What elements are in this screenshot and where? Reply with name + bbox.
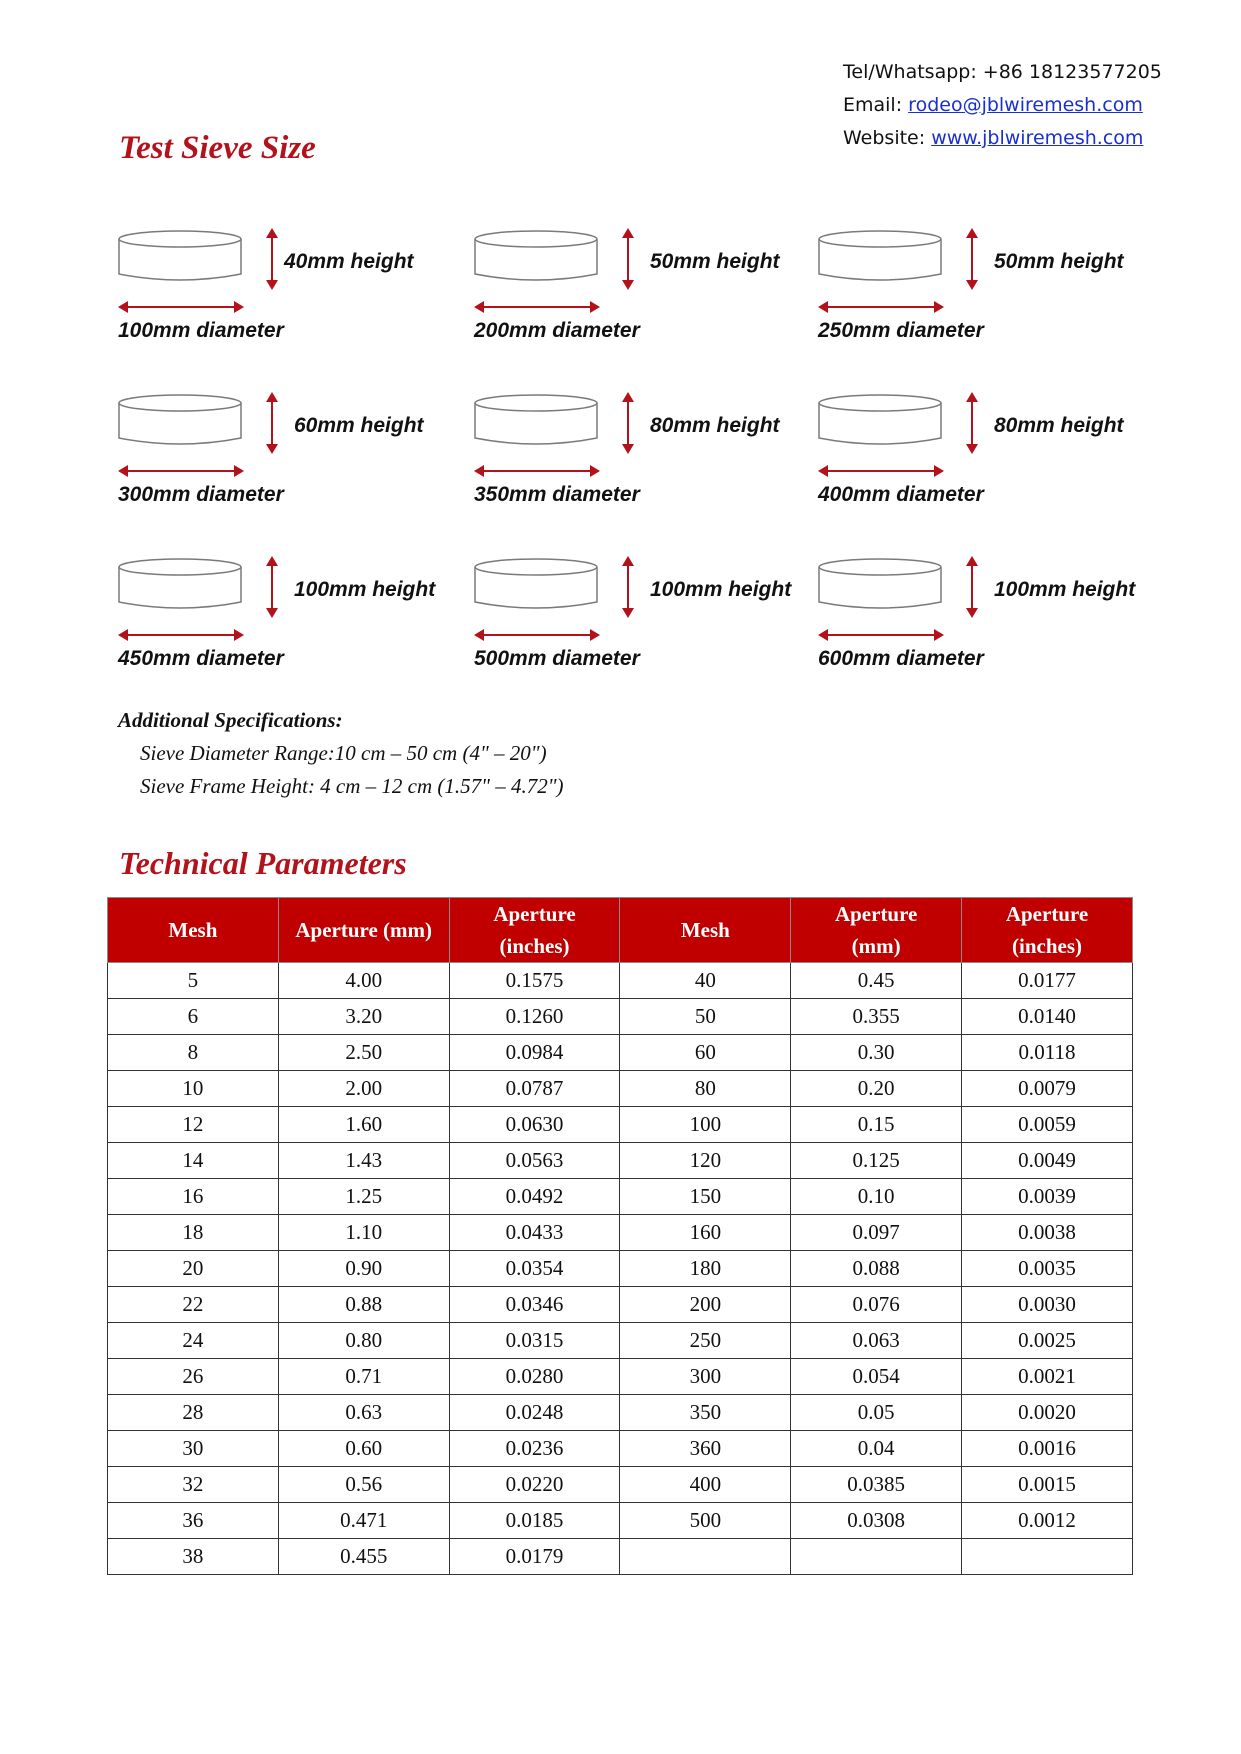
table-cell: 2.50 bbox=[278, 1035, 449, 1071]
height-arrow-icon bbox=[622, 228, 634, 290]
table-cell: 200 bbox=[620, 1287, 791, 1323]
technical-parameters-table bbox=[107, 897, 1133, 1575]
table-cell: 0.054 bbox=[791, 1359, 962, 1395]
email-line bbox=[843, 89, 1162, 122]
table-cell: 16 bbox=[108, 1179, 279, 1215]
table-row bbox=[108, 1179, 1133, 1215]
table-cell: 60 bbox=[620, 1035, 791, 1071]
table-cell: 0.0308 bbox=[791, 1503, 962, 1539]
table-header-cell bbox=[108, 898, 279, 963]
sieve-diameter-label: 600mm diameter bbox=[818, 647, 984, 670]
table-cell: 400 bbox=[620, 1467, 791, 1503]
table-header-cell bbox=[791, 898, 962, 963]
table-cell: 500 bbox=[620, 1503, 791, 1539]
table-row bbox=[108, 1287, 1133, 1323]
height-arrow-icon bbox=[966, 228, 978, 290]
table-cell: 0.60 bbox=[278, 1431, 449, 1467]
diameter-arrow-icon bbox=[818, 465, 944, 477]
sieve-item bbox=[474, 228, 814, 348]
cylinder-icon bbox=[819, 559, 941, 608]
cylinder-icon bbox=[819, 395, 941, 444]
table-cell: 0.125 bbox=[791, 1143, 962, 1179]
table-cell: 0.0236 bbox=[449, 1431, 620, 1467]
table-cell: 0.15 bbox=[791, 1107, 962, 1143]
sieve-drawing bbox=[118, 556, 288, 646]
table-cell: 350 bbox=[620, 1395, 791, 1431]
table-cell: 50 bbox=[620, 999, 791, 1035]
table-row bbox=[108, 1035, 1133, 1071]
table-cell: 2.00 bbox=[278, 1071, 449, 1107]
tel-line bbox=[843, 56, 1162, 89]
table-cell: 0.80 bbox=[278, 1323, 449, 1359]
table-cell: 1.60 bbox=[278, 1107, 449, 1143]
diameter-arrow-icon bbox=[474, 301, 600, 313]
cylinder-icon bbox=[119, 559, 241, 608]
table-cell: 0.0787 bbox=[449, 1071, 620, 1107]
diameter-arrow-icon bbox=[818, 629, 944, 641]
table-cell: 0.0433 bbox=[449, 1215, 620, 1251]
header-text: Aperture bbox=[834, 902, 918, 926]
section-title-test-sieve-size: Test Sieve Size bbox=[119, 130, 316, 166]
table-cell: 0.45 bbox=[791, 963, 962, 999]
table-cell bbox=[620, 1539, 791, 1575]
table-cell: 0.0038 bbox=[962, 1215, 1133, 1251]
table-cell: 20 bbox=[108, 1251, 279, 1287]
sieve-drawing bbox=[474, 392, 644, 482]
sieve-height-label: 80mm height bbox=[650, 414, 780, 437]
table-cell: 0.0079 bbox=[962, 1071, 1133, 1107]
height-arrow-icon bbox=[966, 392, 978, 454]
diameter-arrow-icon bbox=[474, 465, 600, 477]
diameter-arrow-icon bbox=[818, 301, 944, 313]
table-cell: 4.00 bbox=[278, 963, 449, 999]
table-row bbox=[108, 1359, 1133, 1395]
table-cell: 250 bbox=[620, 1323, 791, 1359]
sieve-drawing bbox=[474, 228, 644, 318]
sieve-drawing bbox=[818, 392, 988, 482]
table-cell: 0.0248 bbox=[449, 1395, 620, 1431]
table-cell: 0.10 bbox=[791, 1179, 962, 1215]
email-link[interactable]: rodeo@jblwiremesh.com bbox=[908, 94, 1143, 116]
table-cell: 18 bbox=[108, 1215, 279, 1251]
header-text: (mm) bbox=[851, 934, 901, 958]
cylinder-icon bbox=[119, 395, 241, 444]
table-row bbox=[108, 1323, 1133, 1359]
sieve-diameter-label: 300mm diameter bbox=[118, 483, 284, 506]
cylinder-icon bbox=[475, 395, 597, 444]
table-cell bbox=[962, 1539, 1133, 1575]
table-cell: 1.10 bbox=[278, 1215, 449, 1251]
sieve-diameter-label: 250mm diameter bbox=[818, 319, 984, 342]
table-row bbox=[108, 1467, 1133, 1503]
table-cell: 22 bbox=[108, 1287, 279, 1323]
sieve-item bbox=[118, 228, 458, 348]
table-cell: 120 bbox=[620, 1143, 791, 1179]
table-cell: 14 bbox=[108, 1143, 279, 1179]
header-text: (inches) bbox=[499, 934, 570, 958]
table-cell: 0.05 bbox=[791, 1395, 962, 1431]
table-cell: 36 bbox=[108, 1503, 279, 1539]
table-cell: 0.0630 bbox=[449, 1107, 620, 1143]
header-text: Mesh bbox=[168, 918, 218, 942]
sieve-height-label: 40mm height bbox=[284, 250, 414, 273]
height-arrow-icon bbox=[266, 228, 278, 290]
sieve-diameter-label: 400mm diameter bbox=[818, 483, 984, 506]
table-cell: 0.0984 bbox=[449, 1035, 620, 1071]
height-arrow-icon bbox=[622, 556, 634, 618]
table-row bbox=[108, 1215, 1133, 1251]
table-cell: 0.471 bbox=[278, 1503, 449, 1539]
table-header-cell bbox=[962, 898, 1133, 963]
table-cell: 0.30 bbox=[791, 1035, 962, 1071]
sieve-diameter-label: 450mm diameter bbox=[118, 647, 284, 670]
table-cell: 0.0563 bbox=[449, 1143, 620, 1179]
table-cell: 0.0059 bbox=[962, 1107, 1133, 1143]
table-cell: 180 bbox=[620, 1251, 791, 1287]
table-row bbox=[108, 1539, 1133, 1575]
table-cell: 80 bbox=[620, 1071, 791, 1107]
height-arrow-icon bbox=[622, 392, 634, 454]
table-cell: 0.0118 bbox=[962, 1035, 1133, 1071]
diameter-arrow-icon bbox=[118, 465, 244, 477]
cylinder-icon bbox=[475, 231, 597, 280]
table-cell: 0.88 bbox=[278, 1287, 449, 1323]
table-cell: 8 bbox=[108, 1035, 279, 1071]
table-header-cell bbox=[449, 898, 620, 963]
table-cell: 360 bbox=[620, 1431, 791, 1467]
website-link[interactable]: www.jblwiremesh.com bbox=[931, 127, 1144, 149]
table-cell: 0.0140 bbox=[962, 999, 1133, 1035]
table-row bbox=[108, 1431, 1133, 1467]
table-cell: 1.25 bbox=[278, 1179, 449, 1215]
table-cell: 0.0280 bbox=[449, 1359, 620, 1395]
table-cell: 32 bbox=[108, 1467, 279, 1503]
table-cell: 0.076 bbox=[791, 1287, 962, 1323]
website-label: Website: bbox=[843, 127, 926, 149]
cylinder-icon bbox=[119, 231, 241, 280]
header-text: Mesh bbox=[680, 918, 730, 942]
sieve-height-label: 100mm height bbox=[994, 578, 1136, 601]
sieve-drawing bbox=[818, 228, 988, 318]
table-cell: 160 bbox=[620, 1215, 791, 1251]
cylinder-icon bbox=[819, 231, 941, 280]
sieve-diameter-label: 200mm diameter bbox=[474, 319, 640, 342]
frame-height: Sieve Frame Height: 4 cm – 12 cm (1.57" – 4.72") bbox=[140, 774, 564, 798]
diameter-arrow-icon bbox=[474, 629, 600, 641]
table-row bbox=[108, 999, 1133, 1035]
sieve-item bbox=[818, 228, 1158, 348]
sieve-diameter-label: 100mm diameter bbox=[118, 319, 284, 342]
tel-value: +86 18123577205 bbox=[982, 61, 1162, 83]
table-cell: 0.097 bbox=[791, 1215, 962, 1251]
table-cell: 0.0177 bbox=[962, 963, 1133, 999]
sieve-height-label: 80mm height bbox=[994, 414, 1124, 437]
diameter-arrow-icon bbox=[118, 301, 244, 313]
table-cell: 3.20 bbox=[278, 999, 449, 1035]
table-cell: 0.0035 bbox=[962, 1251, 1133, 1287]
sieve-height-label: 100mm height bbox=[650, 578, 792, 601]
table-cell: 0.63 bbox=[278, 1395, 449, 1431]
table-cell: 0.56 bbox=[278, 1467, 449, 1503]
table-cell: 0.0025 bbox=[962, 1323, 1133, 1359]
table-header-row bbox=[108, 898, 1133, 963]
table-body bbox=[108, 963, 1133, 1575]
table-row bbox=[108, 1503, 1133, 1539]
diameter-range: Sieve Diameter Range:10 cm – 50 cm (4" – 20") bbox=[140, 741, 547, 765]
table-row bbox=[108, 1071, 1133, 1107]
header-text: Aperture bbox=[493, 902, 576, 926]
table-cell: 0.0354 bbox=[449, 1251, 620, 1287]
contact-block bbox=[843, 56, 1162, 155]
table-cell bbox=[791, 1539, 962, 1575]
table-cell: 40 bbox=[620, 963, 791, 999]
table-cell: 0.0021 bbox=[962, 1359, 1133, 1395]
table-cell: 0.0049 bbox=[962, 1143, 1133, 1179]
table-cell: 0.04 bbox=[791, 1431, 962, 1467]
website-line bbox=[843, 122, 1162, 155]
sieve-drawing bbox=[818, 556, 988, 646]
cylinder-icon bbox=[475, 559, 597, 608]
table-cell: 0.1575 bbox=[449, 963, 620, 999]
sieve-drawing bbox=[118, 228, 288, 318]
header-text: Aperture (mm) bbox=[295, 918, 433, 942]
sieve-height-label: 50mm height bbox=[650, 250, 780, 273]
table-cell: 5 bbox=[108, 963, 279, 999]
table-cell: 0.455 bbox=[278, 1539, 449, 1575]
table-cell: 300 bbox=[620, 1359, 791, 1395]
table-cell: 0.0015 bbox=[962, 1467, 1133, 1503]
table-cell: 0.0346 bbox=[449, 1287, 620, 1323]
section-title-technical-parameters: Technical Parameters bbox=[119, 845, 407, 881]
table-cell: 10 bbox=[108, 1071, 279, 1107]
table-row bbox=[108, 1251, 1133, 1287]
table-cell: 0.0179 bbox=[449, 1539, 620, 1575]
table-cell: 0.0185 bbox=[449, 1503, 620, 1539]
height-arrow-icon bbox=[266, 556, 278, 618]
table-header-cell bbox=[620, 898, 791, 963]
table-cell: 0.088 bbox=[791, 1251, 962, 1287]
table-cell: 0.0016 bbox=[962, 1431, 1133, 1467]
table-cell: 0.0039 bbox=[962, 1179, 1133, 1215]
table-row bbox=[108, 1107, 1133, 1143]
table-header-cell bbox=[278, 898, 449, 963]
table-cell: 26 bbox=[108, 1359, 279, 1395]
sieve-item bbox=[474, 556, 814, 676]
additional-specifications bbox=[118, 704, 564, 803]
table-cell: 0.0315 bbox=[449, 1323, 620, 1359]
sieve-item bbox=[818, 392, 1158, 512]
sieve-item bbox=[474, 392, 814, 512]
table-cell: 0.71 bbox=[278, 1359, 449, 1395]
sieve-drawing bbox=[118, 392, 288, 482]
sieve-item bbox=[118, 392, 458, 512]
height-arrow-icon bbox=[966, 556, 978, 618]
table-cell: 6 bbox=[108, 999, 279, 1035]
table-row bbox=[108, 1395, 1133, 1431]
table-cell: 28 bbox=[108, 1395, 279, 1431]
table-cell: 0.0220 bbox=[449, 1467, 620, 1503]
table-cell: 100 bbox=[620, 1107, 791, 1143]
header-text: (inches) bbox=[1012, 934, 1083, 958]
additional-heading: Additional Specifications: bbox=[118, 708, 343, 732]
diameter-arrow-icon bbox=[118, 629, 244, 641]
tel-label: Tel/Whatsapp: bbox=[843, 61, 977, 83]
table-cell: 0.063 bbox=[791, 1323, 962, 1359]
sieve-item bbox=[818, 556, 1158, 676]
email-label: Email: bbox=[843, 94, 903, 116]
sieve-height-label: 50mm height bbox=[994, 250, 1124, 273]
table-cell: 0.90 bbox=[278, 1251, 449, 1287]
table-cell: 38 bbox=[108, 1539, 279, 1575]
table-cell: 0.0012 bbox=[962, 1503, 1133, 1539]
table-row bbox=[108, 963, 1133, 999]
table-cell: 0.20 bbox=[791, 1071, 962, 1107]
header-text: Aperture bbox=[1005, 902, 1089, 926]
table-row bbox=[108, 1143, 1133, 1179]
table-cell: 1.43 bbox=[278, 1143, 449, 1179]
table-cell: 0.0385 bbox=[791, 1467, 962, 1503]
sieve-height-label: 100mm height bbox=[294, 578, 436, 601]
height-arrow-icon bbox=[266, 392, 278, 454]
table-cell: 0.0492 bbox=[449, 1179, 620, 1215]
sieve-drawing bbox=[474, 556, 644, 646]
table-cell: 0.1260 bbox=[449, 999, 620, 1035]
sieve-item bbox=[118, 556, 458, 676]
table-cell: 24 bbox=[108, 1323, 279, 1359]
table-cell: 0.355 bbox=[791, 999, 962, 1035]
table-cell: 0.0020 bbox=[962, 1395, 1133, 1431]
table-cell: 150 bbox=[620, 1179, 791, 1215]
sieve-height-label: 60mm height bbox=[294, 414, 424, 437]
table-cell: 30 bbox=[108, 1431, 279, 1467]
sieve-diameter-label: 350mm diameter bbox=[474, 483, 640, 506]
sieve-diameter-label: 500mm diameter bbox=[474, 647, 640, 670]
table-cell: 12 bbox=[108, 1107, 279, 1143]
table-cell: 0.0030 bbox=[962, 1287, 1133, 1323]
